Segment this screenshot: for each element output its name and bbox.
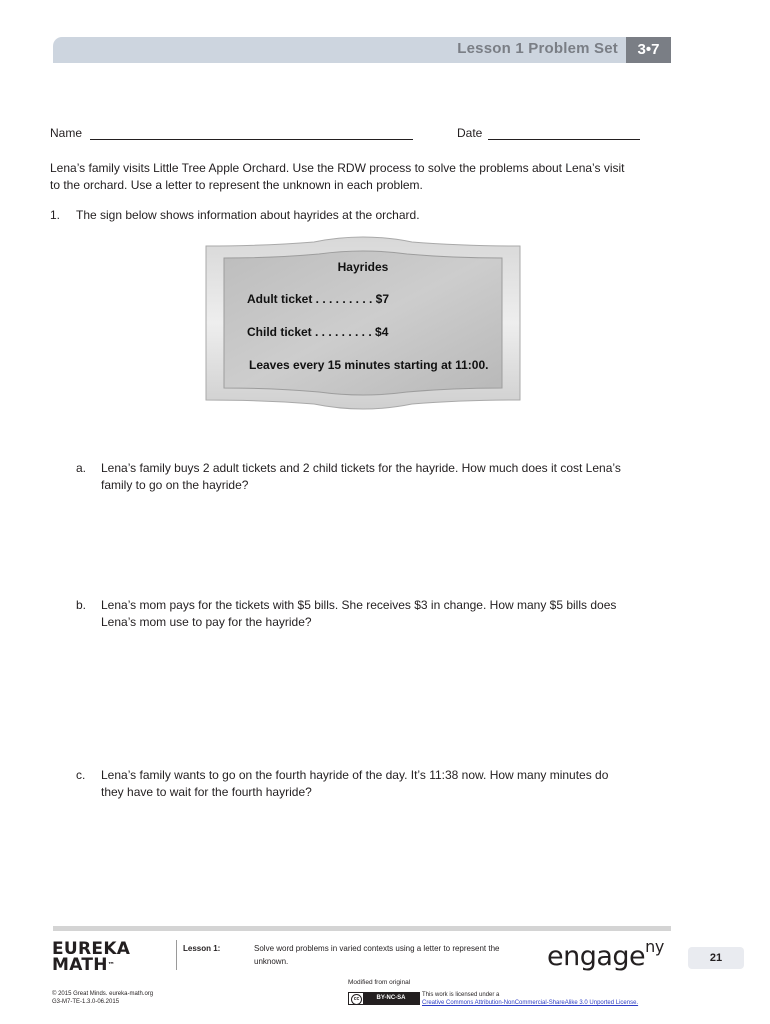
problem-text: The sign below shows information about hayrides at the orchard. bbox=[76, 208, 420, 222]
date-label: Date bbox=[457, 126, 483, 140]
grade-badge: 3•7 bbox=[626, 37, 671, 63]
sign-adult-price: Adult ticket . . . . . . . . . $7 bbox=[247, 292, 390, 306]
page-title: Lesson 1 Problem Set bbox=[457, 40, 618, 57]
footer-lesson-desc-2: unknown. bbox=[254, 957, 289, 966]
footer-rule bbox=[53, 926, 671, 931]
license-intro: This work is licensed under a bbox=[422, 992, 500, 998]
copyright-text: © 2015 Great Minds. eureka-math.org bbox=[52, 991, 154, 997]
engageny-logo bbox=[547, 937, 664, 972]
part-b-line-2: Lena’s mom use to pay for the hayride? bbox=[101, 615, 312, 629]
sign-title: Hayrides bbox=[337, 260, 389, 274]
footer-lesson-desc-1: Solve word problems in varied contexts using a letter to represent the bbox=[254, 944, 500, 953]
sign-child-price: Child ticket . . . . . . . . . $4 bbox=[247, 325, 389, 339]
name-field[interactable] bbox=[90, 139, 413, 140]
part-b-line-1: Lena’s mom pays for the tickets with $5 bills. She receives $3 in change. How many $5 bills does bbox=[101, 598, 617, 612]
page-number: 21 bbox=[688, 947, 744, 969]
license-link[interactable]: Creative Commons Attribution-NonCommercial-ShareAlike 3.0 Unported License. bbox=[422, 1000, 639, 1006]
problem-number: 1. bbox=[50, 208, 61, 222]
footer-divider bbox=[176, 940, 177, 970]
part-c-label: c. bbox=[76, 768, 86, 782]
logo-tm: ™ bbox=[107, 961, 116, 969]
part-a-line-1: Lena’s family buys 2 adult tickets and 2 child tickets for the hayride. How much does it cost Lena’s bbox=[101, 461, 621, 475]
cc-license-badge bbox=[348, 992, 420, 1005]
hayride-sign bbox=[204, 236, 522, 410]
name-label: Name bbox=[50, 126, 83, 140]
engage-text: engage bbox=[547, 941, 646, 972]
date-field[interactable] bbox=[488, 139, 640, 140]
logo-line-1: EUREKA bbox=[52, 939, 131, 959]
intro-line-1: Lena’s family visits Little Tree Apple Orchard. Use the RDW process to solve the problems about Lena’s visit bbox=[50, 161, 625, 175]
engage-ny: ny bbox=[645, 937, 664, 956]
eureka-math-logo bbox=[52, 941, 130, 973]
cc-icon: cc bbox=[351, 994, 362, 1005]
part-a-label: a. bbox=[76, 461, 87, 475]
modified-note: Modified from original bbox=[348, 979, 411, 986]
footer-lesson-label: Lesson 1: bbox=[183, 944, 221, 953]
document-code: G3-M7-TE-1.3.0-06.2015 bbox=[52, 999, 120, 1005]
part-c-line-2: they have to wait for the fourth hayride? bbox=[101, 785, 312, 799]
part-a-line-2: family to go on the hayride? bbox=[101, 478, 249, 492]
logo-line-2: MATH bbox=[52, 955, 108, 975]
part-b-label: b. bbox=[76, 598, 87, 612]
intro-line-2: to the orchard. Use a letter to represent the unknown in each problem. bbox=[50, 178, 423, 192]
sign-schedule: Leaves every 15 minutes starting at 11:00. bbox=[249, 358, 489, 372]
cc-badge-text: BY-NC-SA bbox=[363, 993, 419, 1004]
part-c-line-1: Lena’s family wants to go on the fourth hayride of the day. It’s 11:38 now. How many minutes do bbox=[101, 768, 609, 782]
